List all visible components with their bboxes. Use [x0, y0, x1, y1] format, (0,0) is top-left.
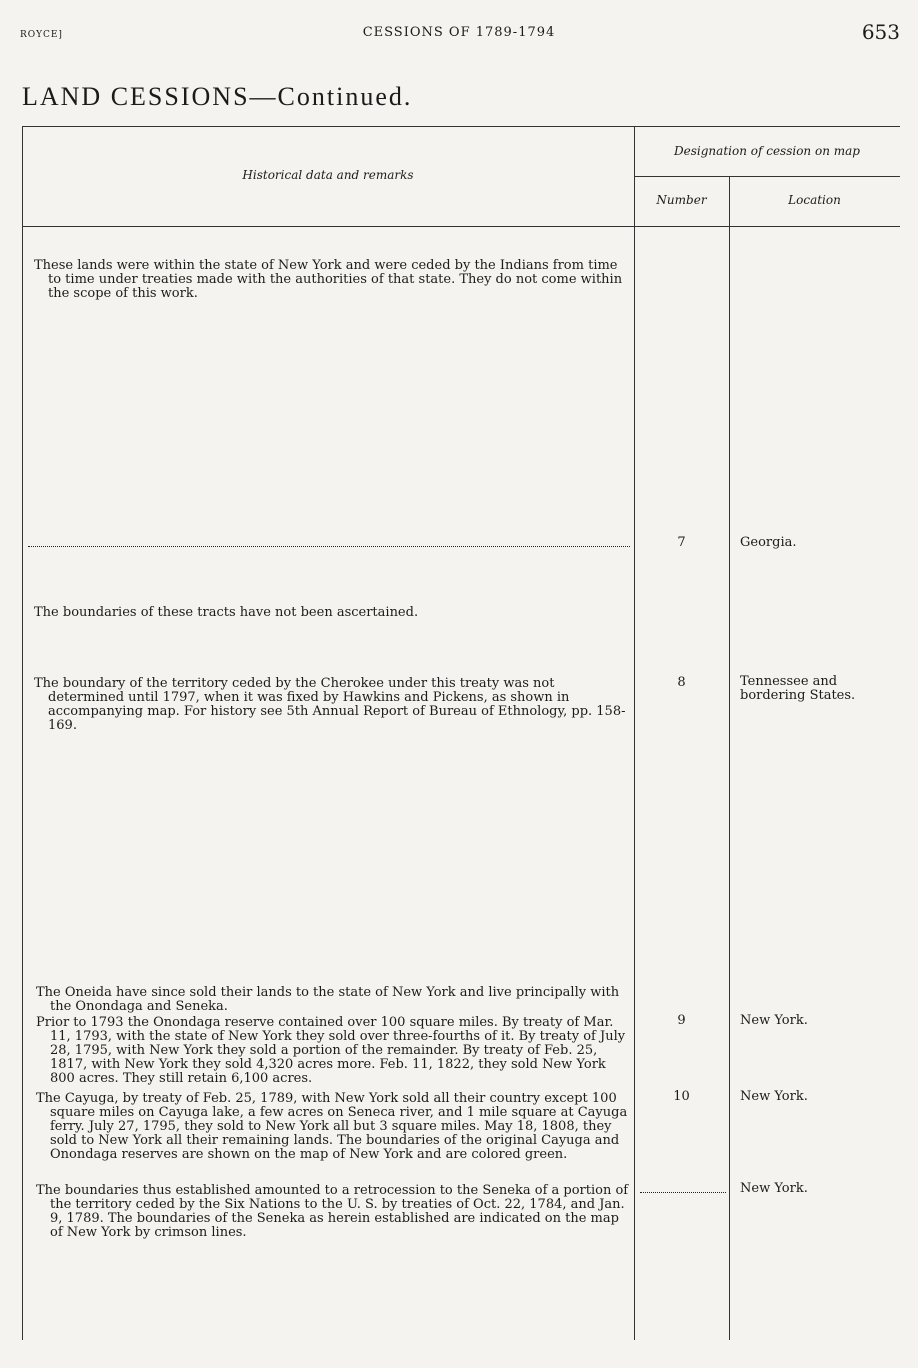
remark-text: The boundary of the territory ceded by the Cherokee under this treaty was not determined until 1797, when it was fixed by Hawkins and Pickens, as shown in accompanying map. For history see 5th Annual Report of Bureau of Ethnology, pp. 158-169. [34, 676, 626, 733]
column-header-location: Location [788, 193, 841, 207]
running-header-left: ROYCE] [20, 30, 63, 40]
cession-number: 9 [677, 1013, 686, 1028]
cession-number: 7 [677, 535, 686, 550]
remark-text: Prior to 1793 the Onondaga reserve contained over 100 square miles. By treaty of Mar. 11, 1793, with the state of New York they sold over three-fourths of it. By treaty of July 28, 1795, with New York they sold a portion of the remainder. By treaty of Feb. 25, 1817, with New York they sold 4,320 acres more. Feb. 11, 1822, they sold New York 800 acres. They still retain 6,100 acres. [36, 1015, 626, 1086]
remark-text: The Cayuga, by treaty of Feb. 25, 1789, with New York sold all their country except 100 square miles on Cayuga lake, a few acres on Seneca river, and 1 mile square at Cayuga ferry. July 27, 1795, they sold to New York all but 3 square miles. May 18, 1808, they sold to New York all their remaining lands. The boundaries of the original Cayuga and Onondaga reserves are shown on the map of New York and are colored green. [36, 1091, 628, 1162]
remark-onondaga [36, 1016, 630, 1086]
remark-cayuga [36, 1092, 630, 1162]
remark-text: The boundaries of these tracts have not been ascertained. [34, 605, 419, 620]
remark-boundaries-unknown [34, 606, 628, 620]
leader-dots [28, 546, 630, 547]
cession-number: 10 [673, 1089, 690, 1104]
remark-text: These lands were within the state of New York and were ceded by the Indians from time to time under treaties made with the authorities of that state. They do not come within the scope of this work. [34, 258, 623, 301]
remark-text: The Oneida have since sold their lands to the state of New York and live principally with the Onondaga and Seneka. [36, 985, 620, 1014]
cession-number: 8 [677, 675, 686, 690]
column-header-number: Number [656, 193, 707, 207]
remark-oneida [36, 986, 630, 1014]
page-number: 653 [861, 20, 900, 44]
remark-seneka [36, 1184, 630, 1240]
cession-location: Georgia. [740, 535, 797, 550]
column-header-historical: Historical data and remarks [242, 168, 414, 182]
cession-location: New York. [740, 1013, 808, 1028]
column-header-designation: Designation of cession on map [674, 144, 860, 158]
remark-cherokee-boundary [34, 677, 628, 733]
remark-text: The boundaries thus established amounted to a retrocession to the Seneka of a portion of the territory ceded by the Six Nations to the U. S. by treaties of Oct. 22, 1784, and Jan. 9, 1789. The boundaries of the Seneka as herein established are indicated on the map of New York by crimson lines. [36, 1183, 629, 1240]
cession-location: Tennessee and bordering States. [740, 674, 856, 703]
cession-location: New York. [740, 1181, 808, 1196]
running-header-title: CESSIONS OF 1789-1794 [362, 25, 556, 40]
page-title: LAND CESSIONS—Continued. [22, 82, 413, 111]
leader-dots [640, 1192, 726, 1193]
remark-new-york-lands [34, 259, 628, 301]
cession-location: New York. [740, 1089, 808, 1104]
